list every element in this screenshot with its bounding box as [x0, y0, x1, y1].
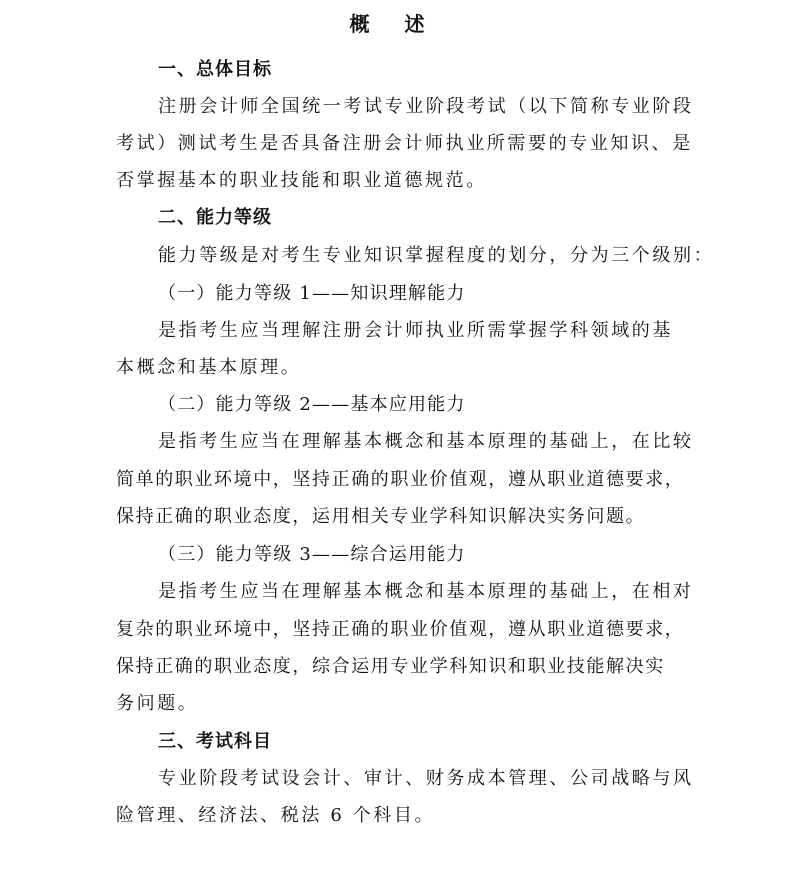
paragraph-line: 简单的职业环境中，坚持正确的职业价值观，遵从职业道德要求， — [116, 469, 685, 490]
level-heading-3: （三）能力等级 3——综合运用能力 — [158, 544, 466, 565]
paragraph-line: 本概念和基本原理。 — [116, 357, 302, 378]
paragraph-line: 否掌握基本的职业技能和职业道德规范。 — [116, 170, 487, 191]
paragraph-line: 注册会计师全国统一考试专业阶段考试（以下简称专业阶段 — [158, 96, 694, 117]
paragraph-line: 是指考生应当在理解基本概念和基本原理的基础上，在比较 — [158, 431, 694, 452]
section-heading-exam-subjects: 三、考试科目 — [158, 731, 272, 752]
level-heading-2: （二）能力等级 2——基本应用能力 — [158, 394, 466, 415]
paragraph-line: 保持正确的职业态度，综合运用专业学科知识和职业技能解决实 — [116, 656, 665, 677]
paragraph-line: 务问题。 — [116, 693, 199, 714]
paragraph-line: 是指考生应当理解注册会计师执业所需掌握学科领域的基 — [158, 320, 673, 341]
paragraph-line: 能力等级是对考生专业知识掌握程度的划分，分为三个级别： — [158, 245, 715, 266]
section-heading-goals: 一、总体目标 — [158, 59, 272, 80]
paragraph-line: 考试）测试考生是否具备注册会计师执业所需要的专业知识、是 — [116, 133, 693, 154]
paragraph-line: 专业阶段考试设会计、审计、财务成本管理、公司战略与风 — [158, 768, 694, 789]
paragraph-line: 险管理、经济法、税法 6 个科目。 — [116, 805, 436, 826]
level-heading-1: （一）能力等级 1——知识理解能力 — [158, 283, 466, 304]
paragraph-line: 是指考生应当在理解基本概念和基本原理的基础上，在相对 — [158, 581, 694, 602]
page-title: 概 述 — [349, 12, 439, 36]
paragraph-line: 保持正确的职业态度，运用相关专业学科知识解决实务问题。 — [116, 506, 646, 527]
paragraph-line: 复杂的职业环境中，坚持正确的职业价值观，遵从职业道德要求， — [116, 619, 685, 640]
section-heading-ability-levels: 二、能力等级 — [158, 207, 272, 228]
